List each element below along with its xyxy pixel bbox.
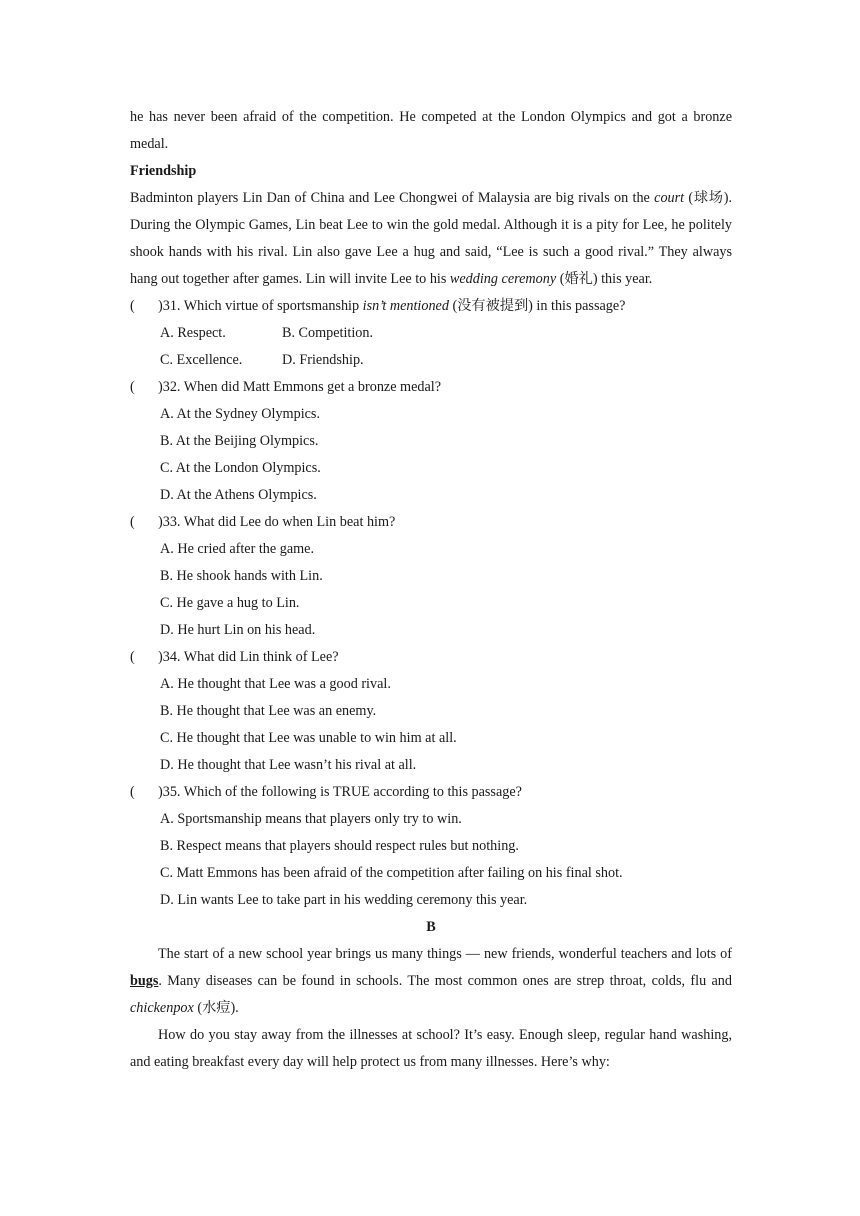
option-c: C. He thought that Lee was unable to win him at all. — [160, 730, 457, 746]
friendship-text-3: (婚礼) this year. — [556, 271, 653, 287]
question-31 — [130, 293, 732, 320]
question-stem: )34. What did Lin think of Lee? — [158, 649, 339, 665]
option-c: C. Excellence. — [160, 352, 243, 368]
options-row — [160, 320, 732, 347]
wedding-ceremony-term: wedding ceremony — [449, 271, 557, 287]
answer-blank[interactable]: ( — [130, 298, 135, 314]
passage-a-intro-tail: he has never been afraid of the competition. He competed at the London Olympics and got a bronze medal. — [130, 109, 732, 152]
question-stem: )32. When did Matt Emmons get a bronze medal? — [158, 379, 442, 395]
friendship-text-1: Badminton players Lin Dan of China and Lee Chongwei of Malaysia are big rivals on the — [130, 190, 655, 206]
option-d: D. He hurt Lin on his head. — [160, 622, 316, 638]
option-b: B. At the Beijing Olympics. — [160, 433, 319, 449]
question-stem: )35. Which of the following is TRUE according to this passage? — [158, 784, 522, 800]
question-32 — [130, 374, 732, 401]
option-a: A. Sportsmanship means that players only try to win. — [160, 811, 462, 827]
option-b: B. He shook hands with Lin. — [160, 568, 323, 584]
p1-text-2: . Many diseases can be found in schools. The most common ones are strep throat, colds, flu and — [158, 973, 732, 989]
chickenpox-term: chickenpox — [130, 1000, 194, 1016]
option-b: B. He thought that Lee was an enemy. — [160, 703, 377, 719]
option-d: D. Friendship. — [282, 352, 364, 368]
question-33 — [130, 509, 732, 536]
bugs-keyword: bugs — [130, 973, 159, 989]
option-b: B. Respect means that players should respect rules but nothing. — [160, 838, 519, 854]
option-c: C. Matt Emmons has been afraid of the competition after failing on his final shot. — [160, 865, 623, 881]
option-b: B. Competition. — [282, 325, 374, 341]
friendship-heading: Friendship — [130, 163, 197, 179]
stem-part: (没有被提到) in this passage? — [448, 298, 626, 314]
document-page — [130, 104, 732, 1076]
p1-text-3: (水痘). — [193, 1000, 239, 1016]
answer-blank[interactable]: ( — [130, 379, 135, 395]
answer-blank[interactable]: ( — [130, 514, 135, 530]
passage-b-label: B — [426, 919, 436, 935]
option-c: C. At the London Olympics. — [160, 460, 321, 476]
option-d: D. He thought that Lee wasn’t his rival at all. — [160, 757, 417, 773]
stem-emphasis: isn’t mentioned — [362, 298, 449, 314]
question-35 — [130, 779, 732, 806]
question-stem: )33. What did Lee do when Lin beat him? — [158, 514, 396, 530]
options-row — [160, 347, 732, 374]
question-34 — [130, 644, 732, 671]
option-a: A. At the Sydney Olympics. — [160, 406, 320, 422]
option-d: D. Lin wants Lee to take part in his wedding ceremony this year. — [160, 892, 528, 908]
passage-b-paragraph-2: How do you stay away from the illnesses at school? It’s easy. Enough sleep, regular hand washing, and eating breakfast every day will help protect us from many illnesses. Here’s why: — [130, 1027, 732, 1070]
court-term: court — [654, 190, 685, 206]
option-a: A. Respect. — [160, 325, 226, 341]
stem-part: )31. Which virtue of sportsmanship — [158, 298, 363, 314]
passage-b-paragraph-1 — [130, 941, 732, 1022]
answer-blank[interactable]: ( — [130, 649, 135, 665]
friendship-paragraph — [130, 185, 732, 293]
question-stem — [158, 293, 625, 320]
p1-text-1: The start of a new school year brings us many things — new friends, wonderful teachers and lots of — [158, 946, 732, 962]
friendship-text-2: (球场). During the Olympic Games, Lin beat Lee to win the gold medal. Although it is a pity for Lee, he politely shook hands with his rival. Lin also gave Lee a hug and said, “Lee is such a good rival.” They always hang out together after games. Lin will invite Lee to his — [130, 190, 732, 287]
option-c: C. He gave a hug to Lin. — [160, 595, 300, 611]
option-d: D. At the Athens Olympics. — [160, 487, 317, 503]
option-a: A. He cried after the game. — [160, 541, 315, 557]
answer-blank[interactable]: ( — [130, 784, 135, 800]
option-a: A. He thought that Lee was a good rival. — [160, 676, 391, 692]
